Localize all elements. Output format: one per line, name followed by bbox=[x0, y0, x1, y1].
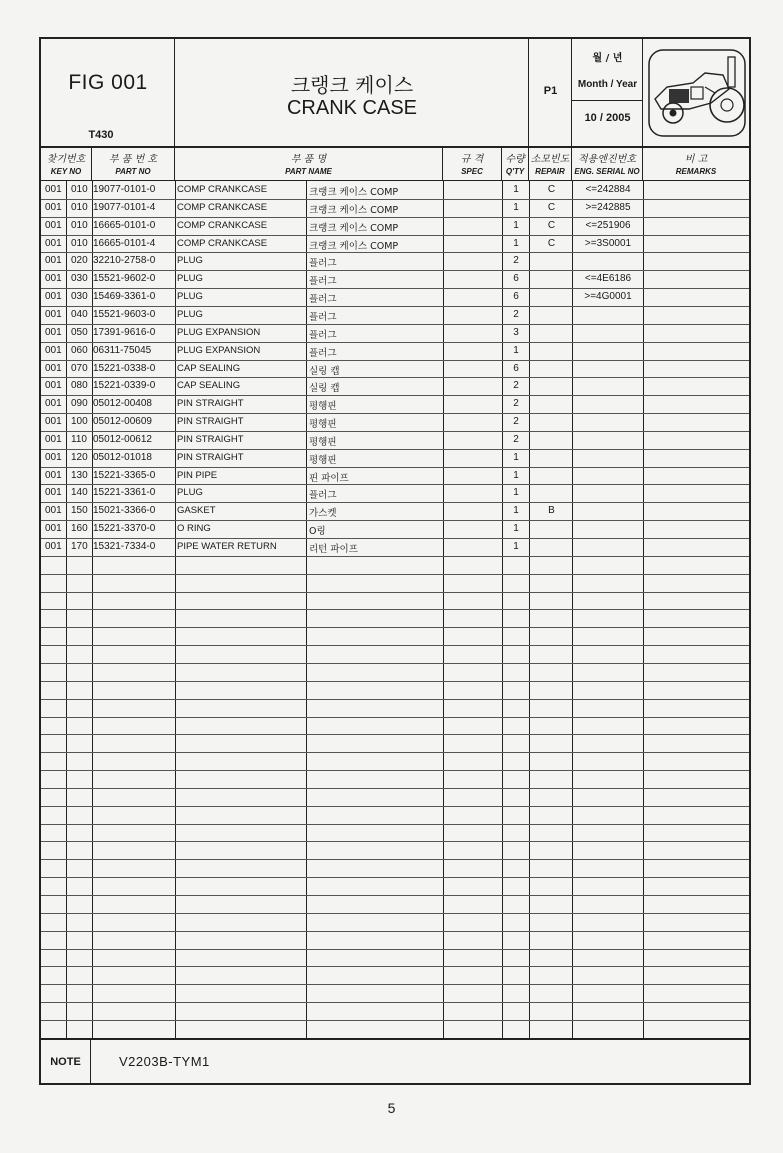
key-number-cell: 150 bbox=[71, 505, 88, 517]
row-divider bbox=[41, 627, 749, 628]
key-number-cell: 040 bbox=[71, 308, 88, 320]
table-row bbox=[41, 484, 749, 502]
part-name-korean-cell: 플러그 bbox=[309, 347, 337, 359]
part-number-cell: 32210-2758-0 bbox=[93, 255, 156, 267]
part-number-cell: 15221-3370-0 bbox=[93, 523, 156, 535]
part-name-english-cell: PLUG EXPANSION bbox=[177, 326, 261, 338]
repair-frequency-cell: B bbox=[548, 505, 555, 517]
title-korean: 크랭크 케이스 bbox=[290, 73, 414, 97]
row-divider bbox=[41, 788, 749, 789]
fig-number-cell: 001 bbox=[45, 416, 62, 428]
row-divider bbox=[41, 699, 749, 700]
row-divider bbox=[41, 806, 749, 807]
part-number-cell: 17391-9616-0 bbox=[93, 326, 156, 338]
key-number-cell: 160 bbox=[71, 523, 88, 535]
row-divider bbox=[41, 913, 749, 914]
quantity-cell: 2 bbox=[513, 308, 519, 320]
part-number-cell: 15521-9602-0 bbox=[93, 273, 156, 285]
key-number-cell: 030 bbox=[71, 273, 88, 285]
fig-number-cell: 001 bbox=[45, 380, 62, 392]
quantity-cell: 1 bbox=[513, 523, 519, 535]
part-number-cell: 15221-0338-0 bbox=[93, 362, 156, 374]
part-number-cell: 15221-3361-0 bbox=[93, 487, 156, 499]
part-name-korean-cell: 실링 캡 bbox=[309, 365, 340, 377]
column-header-repair: 소모빈도 REPAIR bbox=[529, 148, 572, 181]
table-row bbox=[41, 467, 749, 485]
fig-number-cell: 001 bbox=[45, 362, 62, 374]
key-number-cell: 010 bbox=[71, 201, 88, 213]
key-number-cell: 120 bbox=[71, 451, 88, 463]
fig-number-cell: 001 bbox=[45, 308, 62, 320]
table-row bbox=[41, 502, 749, 520]
engine-serial-cell: >=3S0001 bbox=[584, 237, 632, 249]
column-header-engine-serial: 적용엔진번호 ENG. SERIAL NO bbox=[572, 148, 643, 181]
page-label-cell bbox=[529, 39, 572, 147]
column-header-qty: 수량 Q'TY bbox=[502, 148, 529, 181]
part-name-english-cell: PIN STRAIGHT bbox=[177, 398, 244, 410]
row-divider bbox=[41, 931, 749, 932]
part-name-korean-cell: 평행핀 bbox=[309, 436, 337, 448]
quantity-cell: 1 bbox=[513, 505, 519, 517]
row-divider bbox=[41, 1020, 749, 1021]
row-divider bbox=[41, 841, 749, 842]
row-divider bbox=[41, 1002, 749, 1003]
key-number-cell: 100 bbox=[71, 416, 88, 428]
table-row bbox=[41, 181, 749, 199]
table-row bbox=[41, 306, 749, 324]
figure-number: FIG 001 bbox=[68, 71, 148, 94]
date-label-korean: 월 / 년 bbox=[592, 53, 623, 64]
fig-number-cell: 001 bbox=[45, 237, 62, 249]
quantity-cell: 1 bbox=[513, 184, 519, 195]
part-name-korean-cell: 플러그 bbox=[309, 490, 337, 502]
part-number-cell: 19077-0101-4 bbox=[93, 201, 156, 213]
table-row bbox=[41, 360, 749, 378]
fig-number-cell: 001 bbox=[45, 201, 62, 213]
fig-number-cell: 001 bbox=[45, 487, 62, 499]
note-label: NOTE bbox=[41, 1040, 91, 1085]
key-number-cell: 130 bbox=[71, 469, 88, 481]
fig-number-cell: 001 bbox=[45, 219, 62, 231]
part-name-korean-cell: 크랭크 케이스 COMP bbox=[309, 222, 399, 234]
row-divider bbox=[41, 752, 749, 753]
part-name-korean-cell: 리턴 파이프 bbox=[309, 544, 358, 555]
row-divider bbox=[41, 824, 749, 825]
row-divider bbox=[41, 966, 749, 967]
row-divider bbox=[41, 895, 749, 896]
part-name-english-cell: COMP CRANKCASE bbox=[177, 219, 268, 231]
note-text: V2203B-TYM1 bbox=[119, 1054, 210, 1069]
part-number-cell: 15221-3365-0 bbox=[93, 469, 156, 481]
table-row bbox=[41, 199, 749, 217]
part-name-korean-cell: 크랭크 케이스 COMP bbox=[309, 204, 399, 216]
quantity-cell: 3 bbox=[513, 326, 519, 338]
part-name-korean-cell: 플러그 bbox=[309, 294, 337, 306]
key-number-cell: 050 bbox=[71, 326, 88, 338]
table-row bbox=[41, 520, 749, 538]
part-number-cell: 15021-3366-0 bbox=[93, 505, 156, 517]
key-number-cell: 020 bbox=[71, 255, 88, 267]
table-row bbox=[41, 217, 749, 235]
quantity-cell: 2 bbox=[513, 255, 519, 267]
fig-number-cell: 001 bbox=[45, 469, 62, 481]
part-name-korean-cell: 플러그 bbox=[309, 311, 337, 323]
quantity-cell: 1 bbox=[513, 487, 519, 499]
quantity-cell: 2 bbox=[513, 398, 519, 410]
fig-number-cell: 001 bbox=[45, 523, 62, 535]
key-number-cell: 010 bbox=[71, 184, 88, 195]
column-header-key: 찾기번호 KEY NO bbox=[41, 148, 92, 181]
part-name-korean-cell: 핀 파이프 bbox=[309, 472, 349, 484]
table-row bbox=[41, 235, 749, 253]
part-name-english-cell: PLUG bbox=[177, 255, 203, 267]
key-number-cell: 010 bbox=[71, 237, 88, 249]
figure-cell bbox=[41, 39, 175, 147]
part-name-english-cell: COMP CRANKCASE bbox=[177, 184, 268, 195]
part-name-english-cell: GASKET bbox=[177, 505, 216, 517]
parts-table-frame bbox=[39, 37, 751, 1085]
part-name-english-cell: PLUG EXPANSION bbox=[177, 344, 261, 356]
part-name-english-cell: PLUG bbox=[177, 487, 203, 499]
key-number-cell: 060 bbox=[71, 344, 88, 356]
fig-number-cell: 001 bbox=[45, 433, 62, 445]
quantity-cell: 6 bbox=[513, 291, 519, 303]
quantity-cell: 1 bbox=[513, 201, 519, 213]
row-divider bbox=[41, 681, 749, 682]
tractor-illustration-cell bbox=[643, 39, 749, 147]
quantity-cell: 1 bbox=[513, 237, 519, 249]
key-number-cell: 170 bbox=[71, 541, 88, 552]
part-name-korean-cell: O링 bbox=[309, 526, 326, 538]
row-divider bbox=[41, 592, 749, 593]
row-divider bbox=[41, 574, 749, 575]
part-name-english-cell: PIN PIPE bbox=[177, 469, 218, 481]
date-label-english: Month / Year bbox=[577, 79, 638, 90]
part-name-korean-cell: 크랭크 케이스 COMP bbox=[309, 240, 399, 252]
quantity-cell: 1 bbox=[513, 219, 519, 231]
part-name-english-cell: PIN STRAIGHT bbox=[177, 451, 244, 463]
key-number-cell: 080 bbox=[71, 380, 88, 392]
page-label: P1 bbox=[543, 85, 558, 97]
fig-number-cell: 001 bbox=[45, 398, 62, 410]
table-row bbox=[41, 377, 749, 395]
repair-frequency-cell: C bbox=[547, 184, 556, 195]
quantity-cell: 2 bbox=[513, 416, 519, 428]
title-cell bbox=[175, 39, 529, 147]
part-name-english-cell: PLUG bbox=[177, 273, 203, 285]
quantity-cell: 6 bbox=[513, 362, 519, 374]
row-divider bbox=[41, 877, 749, 878]
table-row bbox=[41, 413, 749, 431]
date-divider bbox=[572, 100, 642, 101]
fig-number-cell: 001 bbox=[45, 291, 62, 303]
part-number-cell: 15221-0339-0 bbox=[93, 380, 156, 392]
row-divider bbox=[41, 734, 749, 735]
fig-number-cell: 001 bbox=[45, 326, 62, 338]
repair-frequency-cell: C bbox=[547, 237, 556, 249]
part-name-korean-cell: 플러그 bbox=[309, 329, 337, 341]
key-number-cell: 070 bbox=[71, 362, 88, 374]
row-divider bbox=[41, 984, 749, 985]
column-header-part-name: 부 품 명 PART NAME bbox=[175, 148, 443, 181]
quantity-cell: 2 bbox=[513, 380, 519, 392]
engine-serial-cell: <=251906 bbox=[585, 219, 631, 231]
title-english: CRANK CASE bbox=[286, 97, 418, 119]
column-header-remarks: 비 고 REMARKS bbox=[675, 154, 717, 176]
part-number-cell: 05012-01018 bbox=[93, 451, 152, 463]
part-number-cell: 05012-00612 bbox=[93, 433, 152, 445]
quantity-cell: 1 bbox=[513, 344, 519, 356]
part-name-english-cell: PIN STRAIGHT bbox=[177, 433, 244, 445]
tractor-icon bbox=[645, 47, 749, 139]
table-row bbox=[41, 270, 749, 288]
date-cell bbox=[572, 39, 643, 147]
part-number-cell: 05012-00408 bbox=[93, 398, 152, 410]
part-name-english-cell: COMP CRANKCASE bbox=[177, 201, 268, 213]
part-name-korean-cell: 평행핀 bbox=[309, 401, 337, 413]
repair-frequency-cell: C bbox=[547, 201, 556, 213]
part-number-cell: 05012-00609 bbox=[93, 416, 152, 428]
repair-frequency-cell: C bbox=[547, 219, 556, 231]
engine-serial-cell: <=242884 bbox=[585, 184, 631, 195]
engine-serial-cell: >=242885 bbox=[585, 201, 631, 213]
part-name-korean-cell: 플러그 bbox=[309, 276, 337, 288]
table-row bbox=[41, 252, 749, 270]
table-row bbox=[41, 395, 749, 413]
part-name-english-cell: COMP CRANKCASE bbox=[177, 237, 268, 249]
page-number: 5 bbox=[387, 1100, 396, 1116]
fig-number-cell: 001 bbox=[45, 541, 62, 552]
quantity-cell: 1 bbox=[513, 541, 519, 552]
part-name-korean-cell: 크랭크 케이스 COMP bbox=[309, 187, 399, 198]
row-divider bbox=[41, 609, 749, 610]
part-name-english-cell: PLUG bbox=[177, 308, 203, 320]
part-name-english-cell: PIN STRAIGHT bbox=[177, 416, 244, 428]
engine-serial-cell: >=4G0001 bbox=[584, 291, 632, 303]
part-number-cell: 15521-9603-0 bbox=[93, 308, 156, 320]
part-name-korean-cell: 평행핀 bbox=[309, 419, 337, 431]
part-number-cell: 06311-75045 bbox=[93, 344, 152, 356]
part-name-english-cell: CAP SEALING bbox=[177, 380, 241, 392]
note-section bbox=[41, 1038, 749, 1085]
fig-number-cell: 001 bbox=[45, 451, 62, 463]
part-name-english-cell: CAP SEALING bbox=[177, 362, 241, 374]
date-value: 10 / 2005 bbox=[584, 112, 631, 124]
table-row bbox=[41, 288, 749, 306]
part-name-english-cell: PLUG bbox=[177, 291, 203, 303]
part-number-cell: 19077-0101-0 bbox=[93, 184, 156, 195]
table-row bbox=[41, 449, 749, 467]
key-number-cell: 010 bbox=[71, 219, 88, 231]
table-row bbox=[41, 324, 749, 342]
fig-number-cell: 001 bbox=[45, 505, 62, 517]
table-row bbox=[41, 538, 749, 556]
part-number-cell: 15469-3361-0 bbox=[93, 291, 156, 303]
table-row bbox=[41, 431, 749, 449]
quantity-cell: 2 bbox=[513, 433, 519, 445]
part-number-cell: 16665-0101-4 bbox=[93, 237, 156, 249]
column-header-spec: 규 격 SPEC bbox=[443, 148, 502, 181]
engine-serial-cell: <=4E6186 bbox=[584, 273, 632, 285]
fig-number-cell: 001 bbox=[45, 184, 62, 195]
fig-number-cell: 001 bbox=[45, 273, 62, 285]
quantity-cell: 6 bbox=[513, 273, 519, 285]
row-divider bbox=[41, 859, 749, 860]
row-divider bbox=[41, 556, 749, 557]
fig-number-cell: 001 bbox=[45, 255, 62, 267]
part-name-korean-cell: 가스켓 bbox=[309, 508, 337, 520]
key-number-cell: 090 bbox=[71, 398, 88, 410]
row-divider bbox=[41, 717, 749, 718]
model-name: T430 bbox=[88, 129, 114, 141]
row-divider bbox=[41, 949, 749, 950]
row-divider bbox=[41, 645, 749, 646]
part-name-korean-cell: 평행핀 bbox=[309, 454, 337, 466]
quantity-cell: 1 bbox=[513, 469, 519, 481]
part-number-cell: 15321-7334-0 bbox=[93, 541, 156, 552]
key-number-cell: 140 bbox=[71, 487, 88, 499]
column-header-part-no: 부 품 번 호 PART NO bbox=[92, 148, 175, 181]
row-divider bbox=[41, 663, 749, 664]
row-divider bbox=[41, 770, 749, 771]
part-number-cell: 16665-0101-0 bbox=[93, 219, 156, 231]
part-name-english-cell: O RING bbox=[177, 523, 211, 535]
fig-number-cell: 001 bbox=[45, 344, 62, 356]
part-name-english-cell: PIPE WATER RETURN bbox=[177, 541, 277, 552]
quantity-cell: 1 bbox=[513, 451, 519, 463]
key-number-cell: 110 bbox=[71, 433, 87, 445]
part-name-korean-cell: 실링 캡 bbox=[309, 383, 340, 395]
part-name-korean-cell: 플러그 bbox=[309, 258, 337, 270]
key-number-cell: 030 bbox=[71, 291, 88, 303]
table-row bbox=[41, 342, 749, 360]
